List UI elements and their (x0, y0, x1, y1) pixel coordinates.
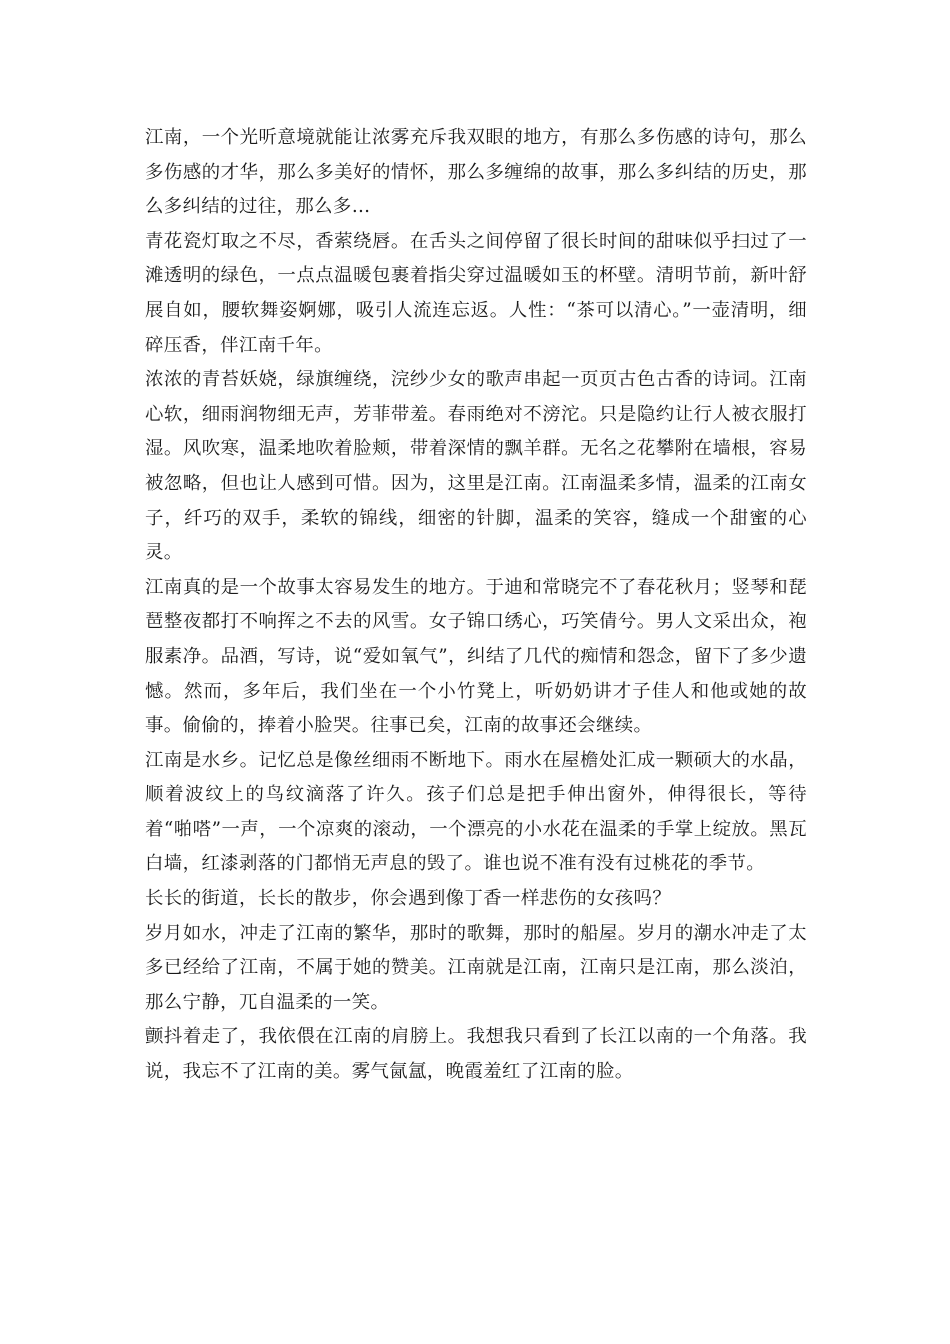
paragraph-7: 岁月如水，冲走了江南的繁华，那时的歌舞，那时的船屋。岁月的潮水冲走了太多已经给了江南，不属于她的赞美。江南就是江南，江南只是江南，那么淡泊，那么宁静，兀自温柔的一笑。 (145, 922, 807, 1013)
paragraph-1: 江南，一个光听意境就能让浓雾充斥我双眼的地方，有那么多伤感的诗句，那么多伤感的才华，那么多美好的情怀，那么多缠绵的故事，那么多纠结的历史，那么多纠结的过往，那么多… (145, 127, 807, 218)
paragraph-8: 颤抖着走了，我依偎在江南的肩膀上。我想我只看到了长江以南的一个角落。我说，我忘不了江南的美。雾气氤氲，晚霞羞红了江南的脸。 (145, 1026, 807, 1083)
paragraph-3: 浓浓的青苔妖娆，绿旗缠绕，浣纱少女的歌声串起一页页古色古香的诗词。江南心软，细雨润物细无声，芳菲带羞。春雨绝对不滂沱。只是隐约让行人被衣服打湿。风吹寒，温柔地吹着脸颊，带着深情的飘羊群。无名之花攀附在墙根，容易被忽略，但也让人感到可惜。因为，这里是江南。江南温柔多情，温柔的江南女子，纤巧的双手，柔软的锦线，细密的针脚，温柔的笑容，缝成一个甜蜜的心灵。 (145, 369, 807, 564)
paragraph-6: 长长的街道，长长的散步，你会遇到像丁香一样悲伤的女孩吗？ (145, 888, 672, 910)
paragraph-2: 青花瓷灯取之不尽，香萦绕唇。在舌头之间停留了很长时间的甜味似乎扫过了一滩透明的绿色，一点点温暖包裹着指尖穿过温暖如玉的杯壁。清明节前，新叶舒展自如，腰软舞姿婀娜，吸引人流连忘返。人性：“茶可以清心。”一壶清明，细碎压香，伴江南千年。 (145, 230, 807, 356)
paragraph-4: 江南真的是一个故事太容易发生的地方。于迪和常晓完不了春花秋月；竖琴和琵琶整夜都打不响挥之不去的风雪。女子锦口绣心，巧笑倩兮。男人文采出众，袍服素净。品酒，写诗，说“爱如氧气”，纠结了几代的痴情和怨念，留下了多少遗憾。然而，多年后，我们坐在一个小竹凳上，听奶奶讲才子佳人和他或她的故事。偷偷的，捧着小脸哭。往事已矣，江南的故事还会继续。 (145, 576, 807, 737)
article-body (145, 121, 807, 1090)
paragraph-5: 江南是水乡。记忆总是像丝细雨不断地下。雨水在屋檐处汇成一颗硕大的水晶，顺着波纹上的鸟纹滴落了许久。孩子们总是把手伸出窗外，伸得很长，等待着“啪嗒”一声，一个凉爽的滚动，一个漂亮的小水花在温柔的手掌上绽放。黑瓦白墙，红漆剥落的门都悄无声息的毁了。谁也说不准有没有过桃花的季节。 (145, 749, 807, 875)
